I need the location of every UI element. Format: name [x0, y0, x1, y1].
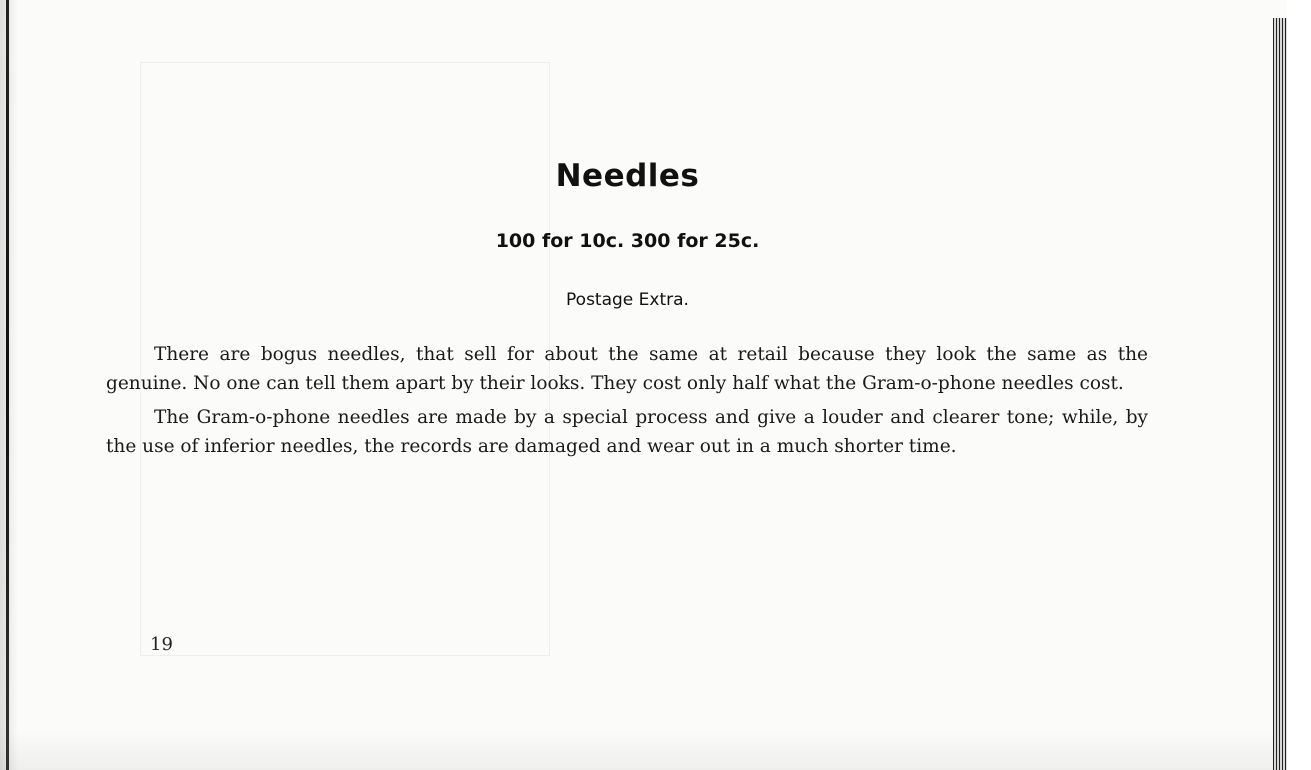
postage-note: Postage Extra.: [566, 290, 689, 310]
paragraph: There are bogus needles, that sell for about the same at retail because they look the same as the genuine. No one can tell them apart by their looks. They cost only half what the Gram-o-phone needles cost.: [106, 344, 1148, 394]
body-text: [106, 340, 1148, 466]
price-line: 100 for 10c. 300 for 25c.: [495, 230, 760, 252]
page-number: 19: [150, 634, 173, 655]
page-title: Needles: [555, 158, 700, 194]
binding-edge: [6, 0, 9, 770]
paragraph: The Gram-o-phone needles are made by a special process and give a louder and clearer tone; while, by the use of inferior needles, the records are damaged and wear out in a much shorter time.: [106, 407, 1148, 457]
binding-shadow: [0, 0, 18, 770]
page-stack-edge: [1273, 18, 1287, 770]
page-bottom-shade: [0, 730, 1311, 770]
page-margin-right: [1287, 0, 1311, 770]
